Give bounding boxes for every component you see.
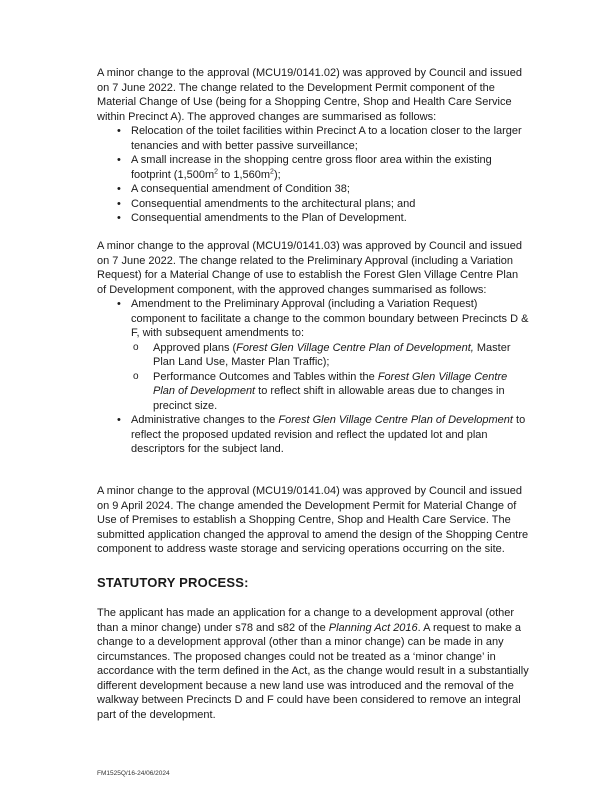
list-item	[97, 153, 529, 182]
minor-change-03-list	[97, 297, 529, 457]
bullet-text: Consequential amendments to the Plan of Development.	[131, 212, 407, 224]
bullet-text: Consequential amendments to the architectural plans; and	[131, 197, 416, 210]
bullet-text: A small increase in the shopping centre gross floor area within the existing footprint (1,500m	[131, 154, 492, 181]
sub-text: Approved plans (	[153, 341, 237, 354]
plan-name: Forest Glen Village Centre Plan of Development	[278, 414, 513, 426]
plan-name: Forest Glen Village Centre Plan of Development,	[236, 341, 474, 354]
minor-change-02-section	[97, 66, 529, 226]
statutory-process-section	[97, 606, 529, 722]
bullet-text: to 1,560m	[218, 168, 271, 181]
act-name: Planning Act 2016	[328, 621, 418, 634]
list-item	[97, 124, 529, 153]
sub-list-item	[131, 370, 529, 414]
sub-text: Master Plan Land Use, Master Plan Traffic);	[153, 341, 511, 368]
sub-text: Performance Outcomes and Tables within the	[153, 370, 378, 383]
minor-change-02-paragraph: A minor change to the approval (MCU19/0141.02) was approved by Council and issued on 7 June 2022. The change related to the Development Permit component of the Material Change of Use (being for a Shopping Centre, Shop and Health Care Service within Precinct A). The approved changes are summarised as follows:	[97, 67, 522, 123]
form-code-footer: FM1525Q/16-24/06/2024	[97, 770, 170, 777]
sub-list-item	[131, 341, 529, 370]
minor-change-04-section	[97, 484, 529, 557]
bullet-text: );	[273, 168, 281, 181]
minor-change-04-paragraph: A minor change to the approval (MCU19/0141.04) was approved by Council and issued on 9 April 2024. The change amended the Development Permit for Material Change of Use of Premises to establish a Shopping Centre, Shop and Health Care Service. The submitted application changed the approval to amend the design of the Shopping Centre component to address waste storage and servicing operations occurring on the site.	[97, 485, 529, 555]
paragraph-text: The applicant has made an application for a change to a development approval (other than a minor change) under s78 and s82 of the	[97, 607, 515, 634]
list-item	[97, 197, 529, 212]
bullet-text: Administrative changes to the	[131, 414, 279, 426]
bullet-text: Amendment to the Preliminary Approval (including a Variation Request) component to facilitate a change to the common boundary between Precincts D & F, with subsequent amendments to:	[131, 298, 529, 339]
bullet-text: Relocation of the toilet facilities within Precinct A to a location closer to the larger tenancies and with better passive surveillance;	[131, 125, 522, 152]
paragraph-text: . A request to make a change to a development approval (other than a minor change) can be made in any circumstances. The proposed changes could not be treated as a ‘minor change’ in accordance with the term defined in the Act, as the change would result in a substantially different development because a new land use was introduced and the removal of the walkway between Precincts D and F could have been considered to remove an integral part of the development.	[97, 621, 529, 721]
minor-change-03-paragraph: A minor change to the approval (MCU19/0141.03) was approved by Council and issued on 7 June 2022. The change related to the Preliminary Approval (including a Variation Request) for a Material Change of use to establish the Forest Glen Village Centre Plan of Development component, with the approved changes summarised as follows:	[97, 240, 522, 296]
plan-name: Forest Glen Village Centre Plan of Development	[153, 370, 508, 397]
bullet-text: to reflect the proposed updated revision and reflect the updated lot and plan descriptors for the subject land.	[131, 414, 526, 455]
list-item	[97, 182, 529, 197]
minor-change-03-section	[97, 239, 529, 457]
sub-list	[131, 341, 529, 414]
sub-text: to reflect shift in allowable areas due to changes in precinct size.	[153, 385, 505, 412]
list-item	[97, 413, 529, 457]
statutory-process-paragraph	[97, 606, 529, 722]
list-item	[97, 211, 529, 226]
list-item	[97, 297, 529, 413]
statutory-process-heading: STATUTORY PROCESS:	[97, 575, 249, 590]
bullet-text: A consequential amendment of Condition 38;	[131, 183, 350, 195]
minor-change-02-list	[97, 124, 529, 226]
superscript: 2	[270, 167, 274, 175]
superscript: 2	[214, 167, 219, 175]
